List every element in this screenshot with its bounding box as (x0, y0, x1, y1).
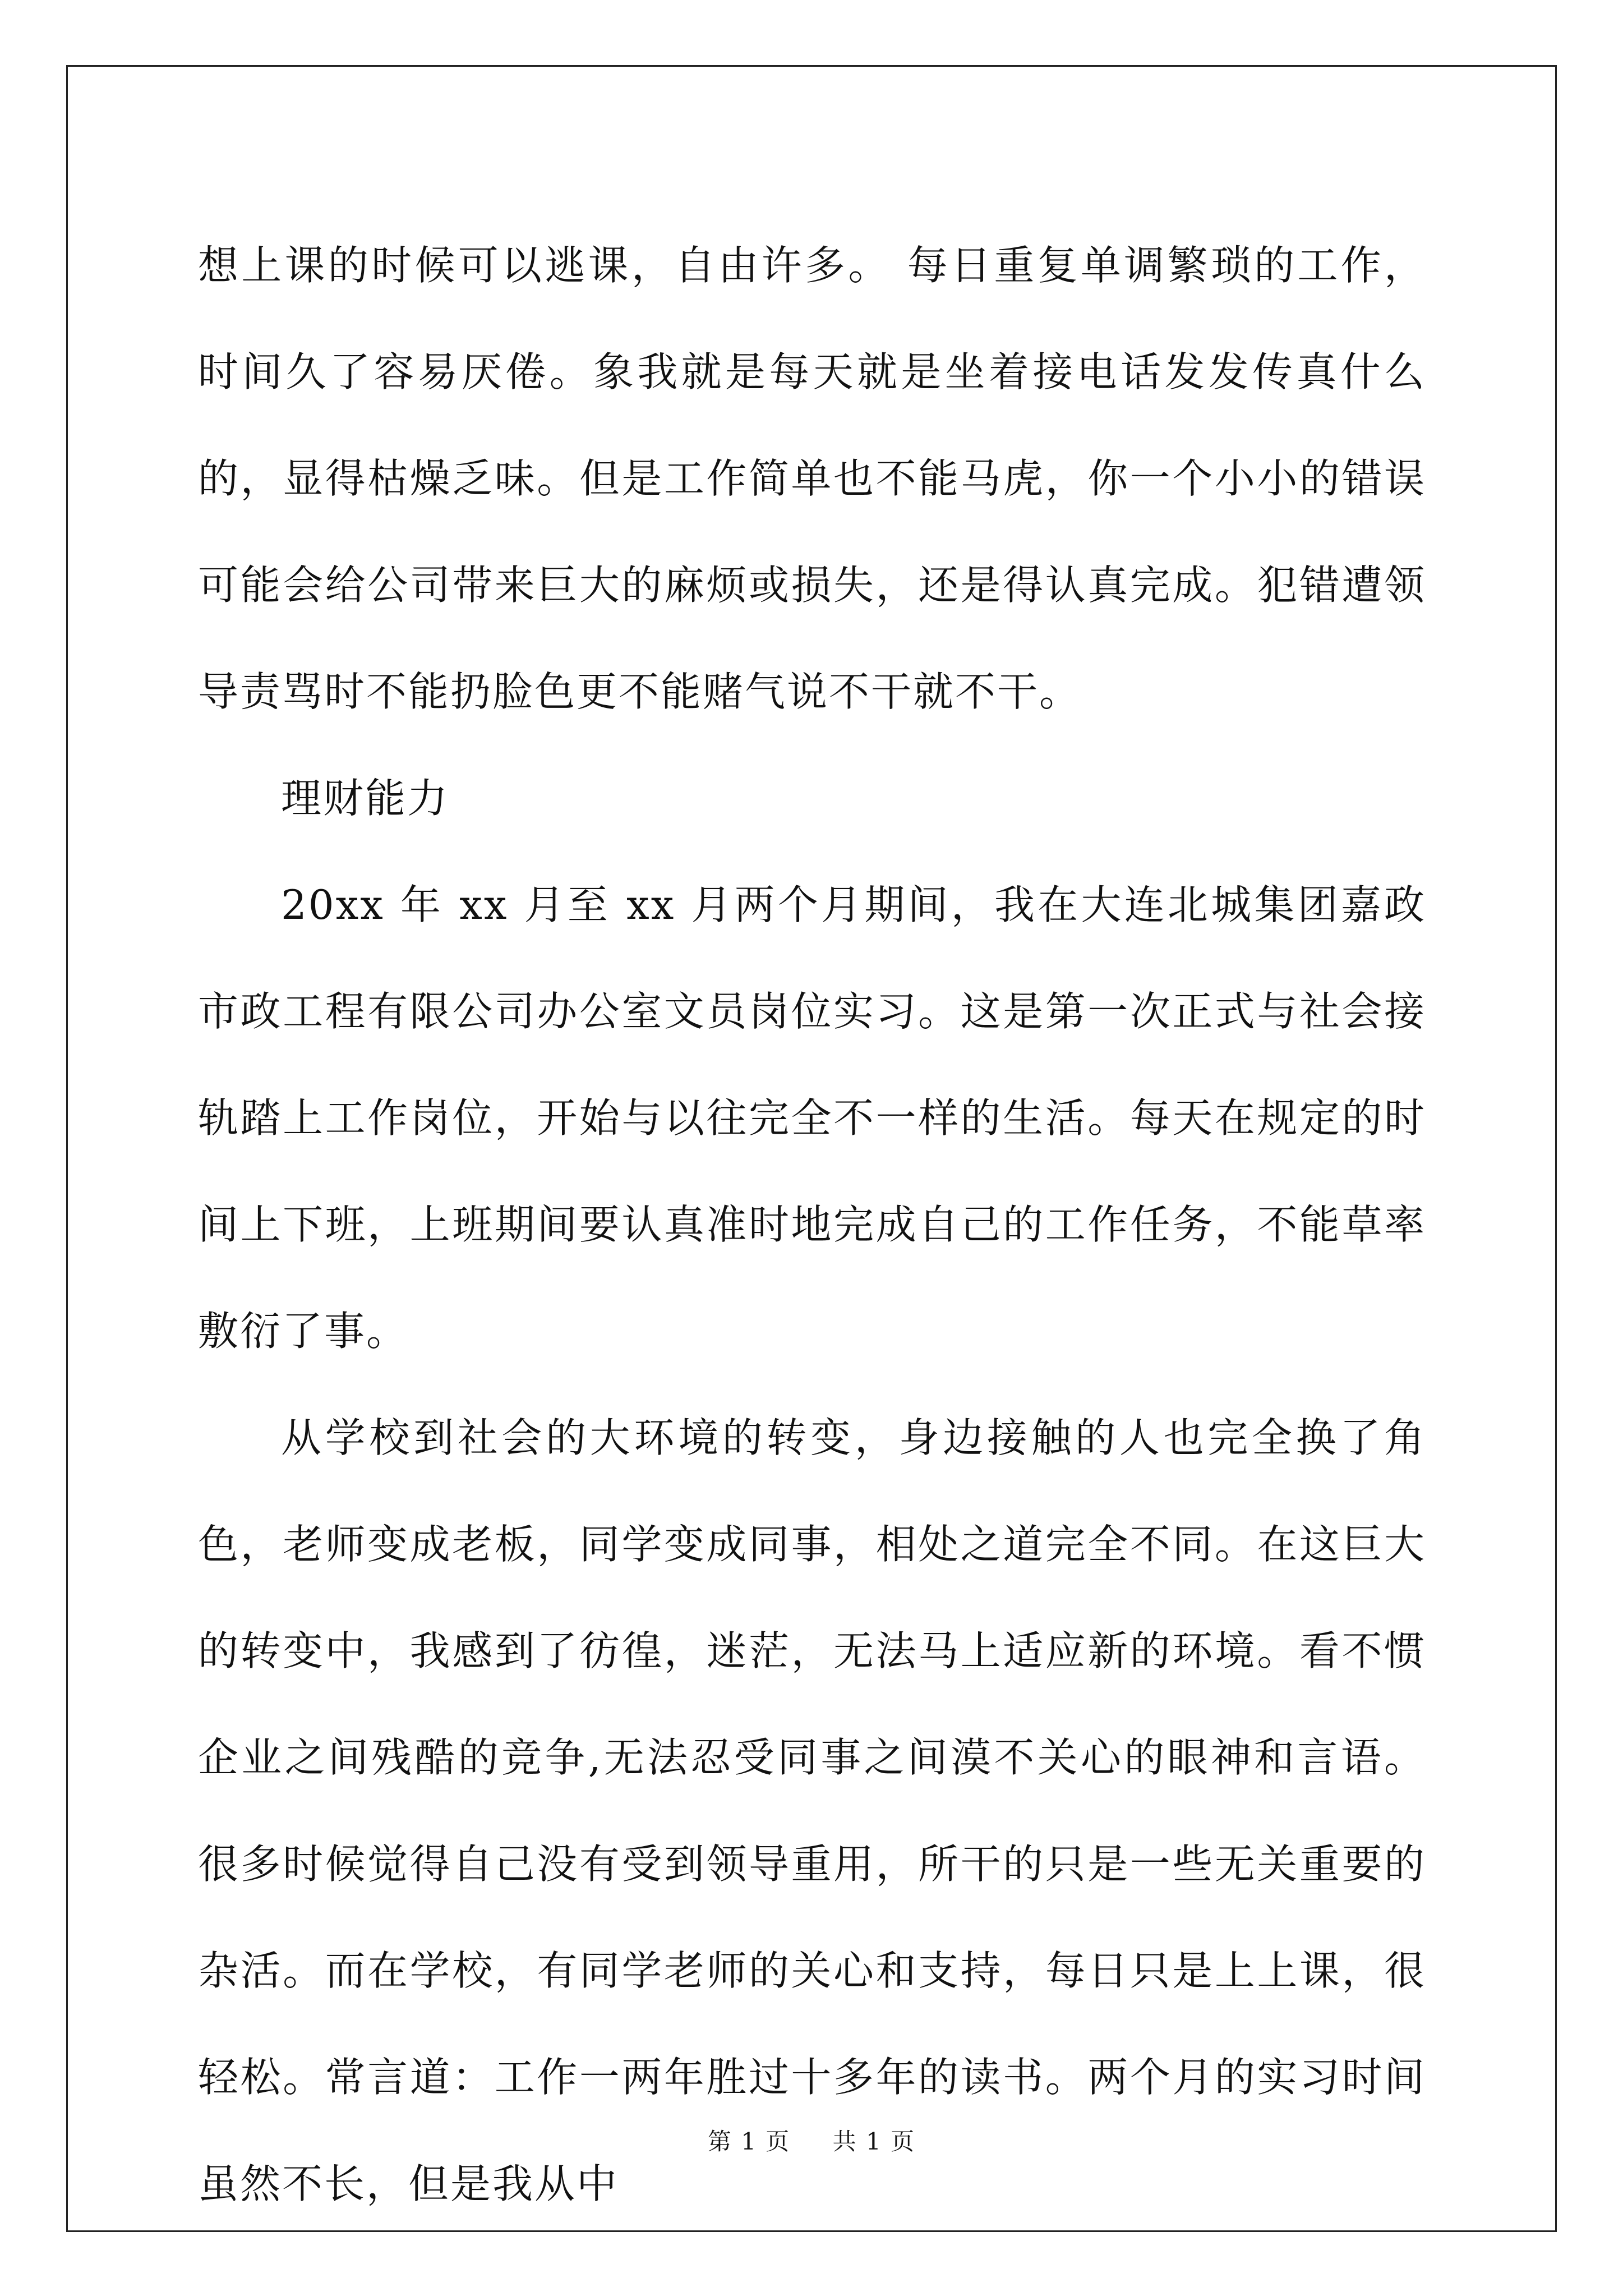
page-number: 第 1 页 (707, 2128, 791, 2155)
paragraph-2-heading: 理财能力 (281, 775, 450, 822)
paragraph-3: 20xx 年 xx 月至 xx 月两个月期间，我在大连北城集团嘉政市政工程有限公司办公室文员岗位实习。这是第一次正式与社会接轨踏上工作岗位，开始与以往完全不一样的生活。每天在规定的时间上下班，上班期间要认真准时地完成自己的工作任务，不能草率敷衍了事。 (198, 881, 1426, 1355)
page-footer (0, 2123, 1623, 2157)
paragraph-1: 想上课的时候可以逃课，自由许多。 每日重复单调繁琐的工作，时间久了容易厌倦。象我就是每天就是坐着接电话发发传真什么的，显得枯燥乏味。但是工作简单也不能马虎，你一个小小的错误可能会给公司带来巨大的麻烦或损失，还是得认真完成。犯错遭领导责骂时不能扔脸色更不能赌气说不干就不干。 (198, 242, 1426, 715)
document-body (198, 212, 1426, 2237)
paragraph-4: 从学校到社会的大环境的转变，身边接触的人也完全换了角色，老师变成老板，同学变成同事，相处之道完全不同。在这巨大的转变中，我感到了彷徨，迷茫，无法马上适应新的环境。看不惯企业之间残酷的竞争,无法忍受同事之间漠不关心的眼神和言语。很多时候觉得自己没有受到领导重用，所干的只是一些无关重要的杂活。而在学校，有同学老师的关心和支持，每日只是上上课，很轻松。常言道：工作一两年胜过十多年的读书。两个月的实习时间虽然不长，但是我从中 (198, 1414, 1426, 2207)
total-pages: 共 1 页 (832, 2128, 916, 2155)
